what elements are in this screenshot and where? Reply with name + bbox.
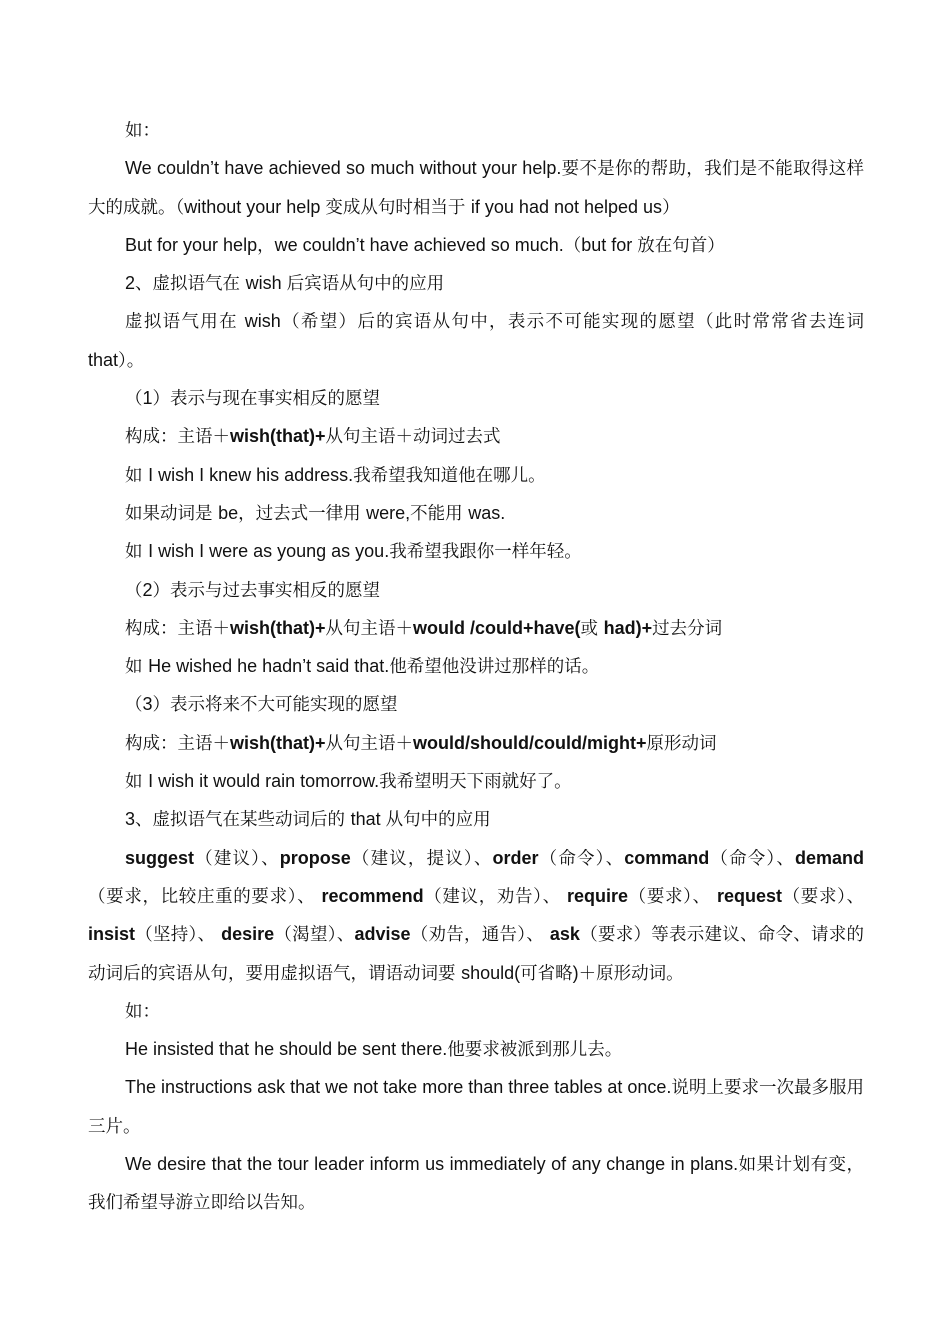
text-run: 如 bbox=[125, 465, 149, 486]
text-run: ）表示将来不大可能实现的愿望 bbox=[152, 695, 398, 716]
example-line bbox=[88, 763, 864, 801]
bold-text-run: request bbox=[716, 885, 782, 906]
text-run: 从句中的应用 bbox=[385, 810, 491, 831]
text-run: （要求）、 bbox=[628, 886, 717, 907]
text-run: 或 bbox=[580, 618, 604, 639]
text-run: 3 bbox=[125, 809, 136, 830]
text-run: 说明上要求一次最多服用三片。 bbox=[88, 1078, 864, 1137]
paragraph bbox=[88, 150, 864, 227]
text-run: 、虚拟语气在某些动词后的 bbox=[135, 810, 351, 831]
text-run: were, bbox=[366, 502, 411, 523]
text-run: 变成从句时相当于 bbox=[325, 197, 471, 218]
text-run: was. bbox=[468, 502, 506, 523]
text-run: 如 bbox=[125, 657, 149, 678]
text-run: 从句主语＋ bbox=[325, 618, 414, 639]
bold-text-run: wish(that)+ bbox=[230, 426, 326, 447]
paragraph bbox=[88, 495, 864, 533]
bold-text-run: would /could+have( bbox=[413, 617, 581, 638]
example-line bbox=[88, 533, 864, 571]
text-run: if you had not helped us bbox=[470, 196, 663, 217]
text-run: 构成：主语＋ bbox=[125, 427, 230, 448]
text-run: （ bbox=[125, 580, 143, 601]
text-run: 如 bbox=[125, 772, 149, 793]
text-run: 构成：主语＋ bbox=[125, 618, 230, 639]
text-run: 、虚拟语气在 bbox=[135, 274, 246, 295]
text-run: should( bbox=[461, 962, 521, 983]
bold-text-run: demand bbox=[795, 847, 865, 868]
text-run: 我希望我知道他在哪儿。 bbox=[353, 465, 546, 486]
text-run: 可省略 bbox=[520, 963, 573, 984]
subsection-heading bbox=[88, 572, 864, 610]
bold-text-run: had)+ bbox=[603, 617, 653, 638]
text-run: 过去分词 bbox=[652, 618, 723, 639]
text-run: 要不是你的帮助，我们是不能取得这样大的成就。（ bbox=[88, 159, 864, 218]
text-run: 从句主语＋ bbox=[325, 733, 414, 754]
text-run: 1 bbox=[142, 388, 153, 409]
text-run: We couldn’t have achieved so much without your help. bbox=[125, 158, 562, 179]
bold-text-run: propose bbox=[279, 847, 351, 868]
text-run: （坚持）、 bbox=[135, 925, 222, 946]
text-run: ，过去式一律用 bbox=[238, 503, 367, 524]
text-run: He wished he hadn’t said that. bbox=[148, 656, 390, 677]
bold-text-run: advise bbox=[354, 924, 411, 945]
text-run: be bbox=[218, 502, 239, 523]
bold-text-run: suggest bbox=[125, 847, 195, 868]
text-run: （要求）等表示建议、命令、请求的动词后的宾语从句，要用虚拟语气，谓语动词要 bbox=[88, 925, 865, 984]
text-run: 如果动词是 bbox=[125, 503, 219, 524]
text-run: 构成：主语＋ bbox=[125, 733, 230, 754]
subsection-heading bbox=[88, 380, 864, 418]
text-run: （要求）、 bbox=[781, 886, 865, 907]
bold-text-run: wish(that)+ bbox=[230, 617, 326, 638]
text-run: 后宾语从句中的应用 bbox=[286, 274, 445, 295]
example-line bbox=[88, 1069, 864, 1146]
text-run: I wish I were as young as you. bbox=[148, 541, 390, 562]
paragraph bbox=[88, 112, 864, 150]
example-line bbox=[88, 1031, 864, 1069]
paragraph bbox=[88, 303, 864, 380]
bold-text-run: wish(that)+ bbox=[230, 732, 326, 753]
text-run: 如： bbox=[125, 1001, 160, 1022]
text-run: （要求，比较庄重的要求）、 bbox=[88, 886, 322, 907]
document-page bbox=[88, 112, 864, 1223]
text-run: we couldn’t have achieved so much. bbox=[274, 234, 564, 255]
text-run: 原形动词 bbox=[646, 733, 717, 754]
text-run: （ bbox=[563, 235, 582, 256]
text-run: The instructions ask that we not take more than three tables at once. bbox=[125, 1077, 672, 1098]
text-run: but for bbox=[581, 234, 638, 255]
text-run: （命令）、 bbox=[538, 848, 625, 869]
text-run: （希望）后的宾语从句中，表示不可能实现的愿望（此时常常省去连词 bbox=[280, 312, 865, 333]
text-run: He insisted that he should be sent there. bbox=[125, 1039, 448, 1060]
text-run: ）。 bbox=[118, 350, 145, 371]
text-run: 我希望明天下雨就好了。 bbox=[379, 772, 572, 793]
text-run: ) bbox=[572, 962, 579, 983]
verb-list-paragraph bbox=[88, 840, 864, 993]
text-run: 如： bbox=[125, 121, 160, 141]
text-run: （建议）、 bbox=[194, 848, 280, 869]
text-run: But for your help bbox=[125, 234, 258, 255]
formula-line bbox=[88, 418, 864, 456]
text-run: 他希望他没讲过那样的话。 bbox=[389, 657, 600, 678]
bold-text-run: recommend bbox=[321, 885, 424, 906]
text-run: 不能用 bbox=[410, 503, 469, 524]
text-run: We desire that the tour leader inform us immediately of any change in plans. bbox=[125, 1154, 739, 1175]
paragraph bbox=[88, 993, 864, 1031]
section-heading bbox=[88, 265, 864, 303]
text-run: （劝告，通告）、 bbox=[410, 925, 550, 946]
text-run: 虚拟语气用在 bbox=[125, 312, 245, 333]
bold-text-run: ask bbox=[549, 924, 580, 945]
text-run: （建议，提议）、 bbox=[350, 848, 493, 869]
text-run: without your help bbox=[184, 196, 326, 217]
text-run: （命令）、 bbox=[709, 848, 795, 869]
bold-text-run: command bbox=[624, 847, 710, 868]
text-run: 2 bbox=[142, 579, 153, 600]
text-run: 他要求被派到那儿去。 bbox=[447, 1040, 623, 1061]
text-run: 如果计划有变，我们希望导游立即给以告知。 bbox=[88, 1155, 864, 1214]
text-run: wish bbox=[245, 273, 287, 294]
text-run: 放在句首） bbox=[637, 235, 725, 256]
text-run: 我希望我跟你一样年轻。 bbox=[389, 542, 582, 563]
text-run: （ bbox=[125, 389, 143, 410]
text-run: ）表示与过去事实相反的愿望 bbox=[152, 580, 381, 601]
example-line bbox=[88, 1146, 864, 1223]
bold-text-run: order bbox=[492, 847, 539, 868]
example-line bbox=[88, 648, 864, 686]
example-line bbox=[88, 457, 864, 495]
text-run: I wish it would rain tomorrow. bbox=[148, 771, 380, 792]
text-run: （ bbox=[125, 695, 143, 716]
bold-text-run: desire bbox=[221, 924, 275, 945]
text-run: 如 bbox=[125, 542, 149, 563]
text-run: ＋原形动词。 bbox=[578, 963, 684, 984]
bold-text-run: would/should/could/might+ bbox=[413, 732, 647, 753]
text-run: ）表示与现在事实相反的愿望 bbox=[152, 389, 381, 410]
text-run: （建议，劝告）、 bbox=[423, 886, 567, 907]
text-run: 3 bbox=[142, 694, 153, 715]
text-run: 从句主语＋动词过去式 bbox=[325, 427, 501, 448]
text-run: （渴望）、 bbox=[274, 925, 355, 946]
text-run: 2 bbox=[125, 273, 136, 294]
text-run: that bbox=[88, 349, 119, 370]
section-heading bbox=[88, 801, 864, 839]
formula-line bbox=[88, 610, 864, 648]
text-run: I wish I knew his address. bbox=[148, 464, 354, 485]
bold-text-run: insist bbox=[88, 924, 136, 945]
text-run: ） bbox=[662, 197, 680, 218]
text-run: ， bbox=[257, 235, 275, 256]
text-run: wish bbox=[244, 311, 281, 332]
subsection-heading bbox=[88, 686, 864, 724]
text-run: that bbox=[350, 809, 386, 830]
paragraph bbox=[88, 227, 864, 265]
bold-text-run: require bbox=[566, 885, 629, 906]
formula-line bbox=[88, 725, 864, 763]
